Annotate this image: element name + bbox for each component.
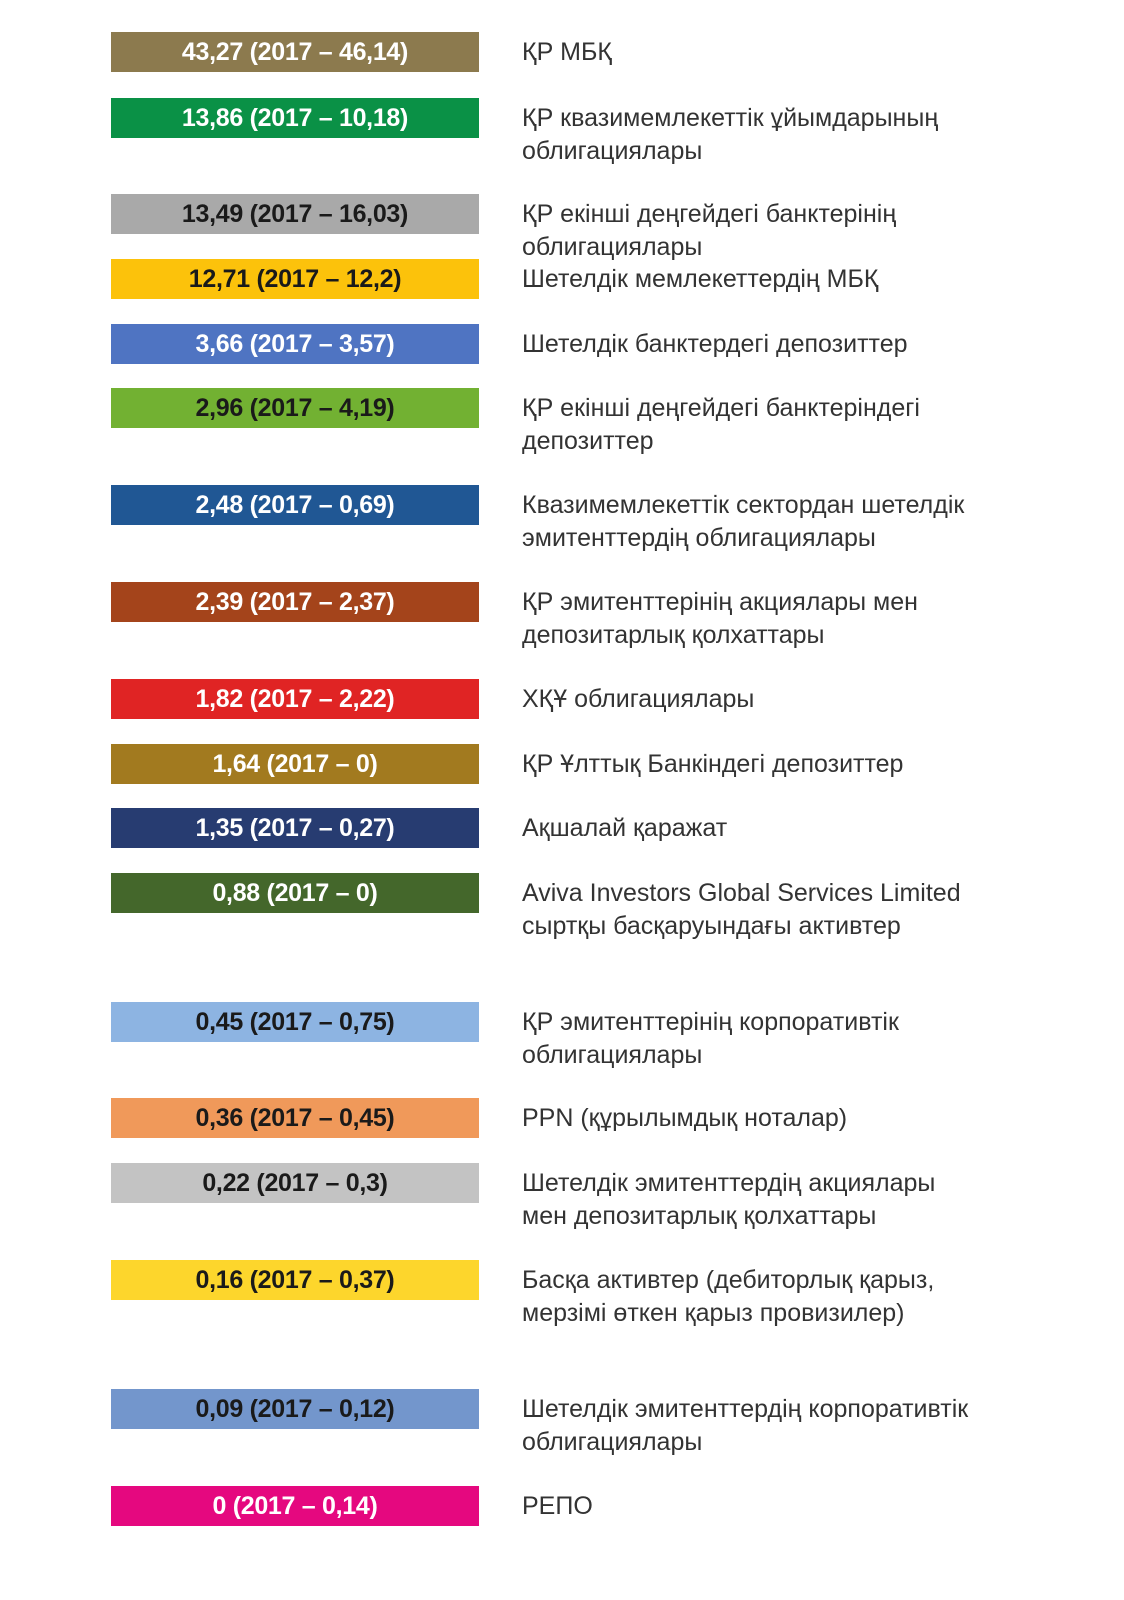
value-swatch: 1,82 (2017 – 2,22) (111, 679, 479, 719)
category-label: Aviva Investors Global Services Limited сыртқы басқаруындағы активтер (522, 879, 961, 940)
category-label: Шетелдік мемлекеттердің МБҚ (522, 265, 879, 293)
value-swatch: 0 (2017 – 0,14) (111, 1486, 479, 1526)
value-swatch: 0,88 (2017 – 0) (111, 873, 479, 913)
category-label: ҚР Ұлттық Банкіндегі депозиттер (522, 750, 904, 778)
value-swatch: 3,66 (2017 – 3,57) (111, 324, 479, 364)
value-swatch: 0,16 (2017 – 0,37) (111, 1260, 479, 1300)
category-label: ҚР екінші деңгейдегі банктерінің облигациялары (522, 200, 897, 261)
value-swatch: 0,36 (2017 – 0,45) (111, 1098, 479, 1138)
category-label: ҚР екінші деңгейдегі банктеріндегі депозиттер (522, 394, 920, 455)
category-label: ҚР квазимемлекеттік ұйымдарының облигациялары (522, 104, 939, 165)
value-swatch: 0,09 (2017 – 0,12) (111, 1389, 479, 1429)
value-swatch: 2,39 (2017 – 2,37) (111, 582, 479, 622)
category-label: Квазимемлекеттік сектордан шетелдік эмитенттердің облигациялары (522, 491, 965, 552)
category-label: Басқа активтер (дебиторлық қарыз, мерзімі өткен қарыз провизилер) (522, 1266, 935, 1327)
value-swatch: 43,27 (2017 – 46,14) (111, 32, 479, 72)
value-swatch: 1,64 (2017 – 0) (111, 744, 479, 784)
value-swatch: 12,71 (2017 – 12,2) (111, 259, 479, 299)
category-label: ҚР эмитенттерінің акциялары мен депозитарлық қолхаттары (522, 588, 918, 649)
value-swatch: 0,22 (2017 – 0,3) (111, 1163, 479, 1203)
category-label: ХҚҰ облигациялары (522, 685, 755, 713)
category-label: Шетелдік банктердегі депозиттер (522, 330, 908, 358)
category-label: РЕПО (522, 1492, 593, 1520)
value-swatch: 2,96 (2017 – 4,19) (111, 388, 479, 428)
value-swatch: 2,48 (2017 – 0,69) (111, 485, 479, 525)
value-swatch: 1,35 (2017 – 0,27) (111, 808, 479, 848)
category-label: ҚР эмитенттерінің корпоративтік облигациялары (522, 1008, 899, 1069)
category-label: PPN (құрылымдық ноталар) (522, 1104, 848, 1132)
category-label: Ақшалай қаражат (522, 814, 728, 842)
value-swatch: 0,45 (2017 – 0,75) (111, 1002, 479, 1042)
category-label: Шетелдік эмитенттердің акциялары мен депозитарлық қолхаттары (522, 1169, 936, 1230)
category-label: Шетелдік эмитенттердің корпоративтік облигациялары (522, 1395, 969, 1456)
category-label: ҚР МБҚ (522, 38, 612, 66)
value-swatch: 13,49 (2017 – 16,03) (111, 194, 479, 234)
value-swatch: 13,86 (2017 – 10,18) (111, 98, 479, 138)
